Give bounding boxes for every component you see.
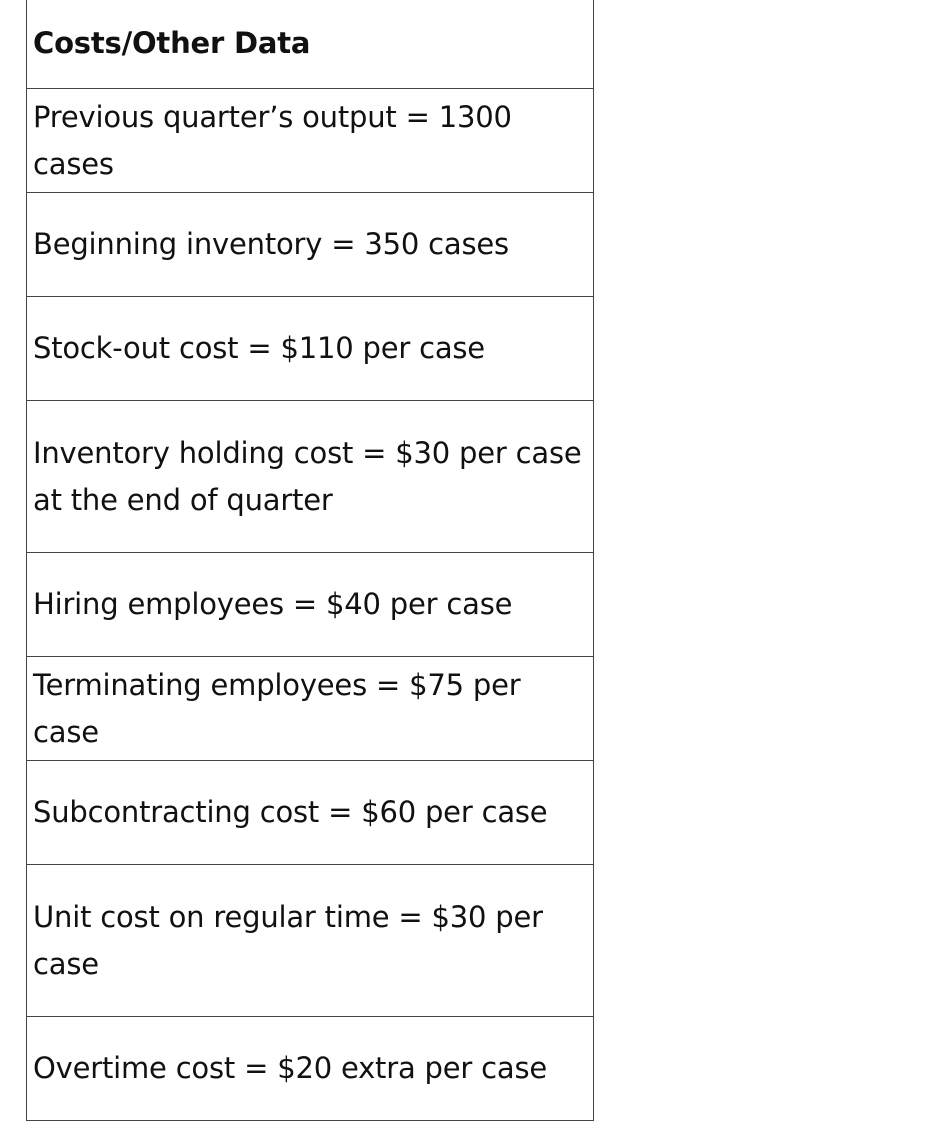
table-row <box>27 401 594 553</box>
table-row <box>27 657 594 761</box>
cell-stock-out-cost: Stock-out cost = $110 per case <box>27 297 594 401</box>
cell-overtime-cost: Overtime cost = $20 extra per case <box>27 1017 594 1121</box>
cell-inventory-holding-cost: Inventory holding cost = $30 per case at the end of quarter <box>27 401 594 553</box>
table-header-row <box>27 0 594 89</box>
table-row <box>27 761 594 865</box>
table-row <box>27 89 594 193</box>
table-row <box>27 297 594 401</box>
cell-beginning-inventory: Beginning inventory = 350 cases <box>27 193 594 297</box>
table-header-costs-other-data: Costs/Other Data <box>27 0 594 89</box>
cell-hiring-employees: Hiring employees = $40 per case <box>27 553 594 657</box>
table-row <box>27 865 594 1017</box>
cell-terminating-employees: Terminating employees = $75 per case <box>27 657 594 761</box>
table-row <box>27 553 594 657</box>
cell-unit-cost-regular-time: Unit cost on regular time = $30 per case <box>27 865 594 1017</box>
cell-previous-quarter-output: Previous quarter’s output = 1300 cases <box>27 89 594 193</box>
costs-table <box>26 0 594 1121</box>
table-row <box>27 193 594 297</box>
table-row <box>27 1017 594 1121</box>
cell-subcontracting-cost: Subcontracting cost = $60 per case <box>27 761 594 865</box>
